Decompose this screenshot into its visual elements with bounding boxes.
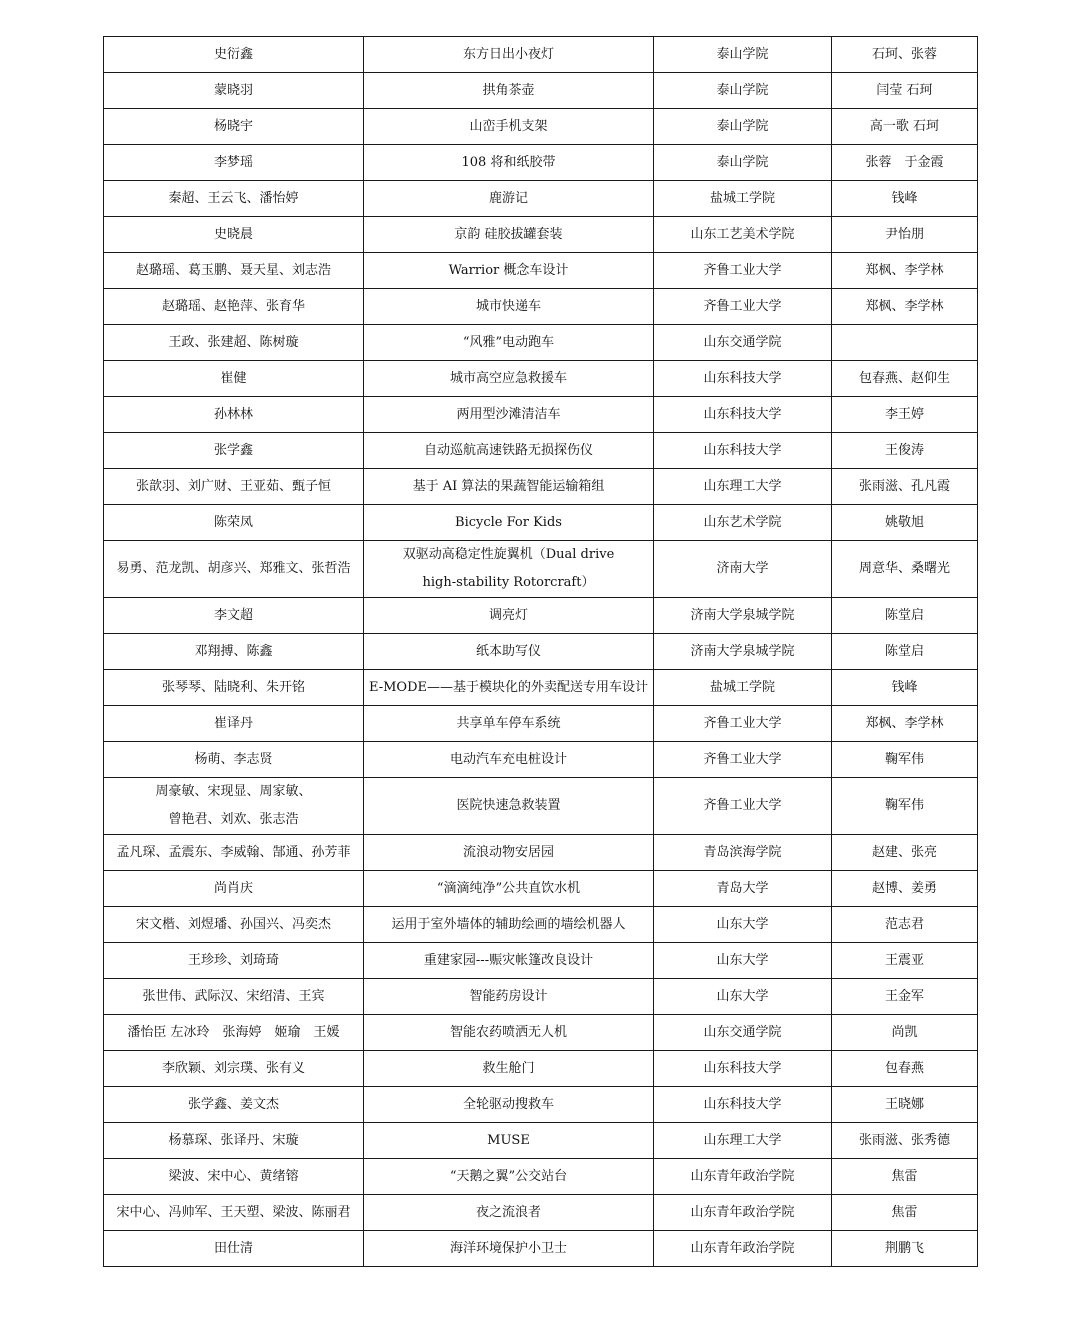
school-cell: 济南大学: [654, 541, 832, 598]
advisor-cell: 张雨滋、张秀德: [832, 1123, 978, 1159]
authors-cell: 赵璐瑶、葛玉鹏、聂天星、刘志浩: [104, 253, 364, 289]
authors-cell: 秦超、王云飞、潘怡婷: [104, 181, 364, 217]
school-cell: 盐城工学院: [654, 670, 832, 706]
award-table: [103, 36, 978, 1267]
table-row: [104, 289, 978, 325]
work-title-cell: 夜之流浪者: [364, 1195, 654, 1231]
work-title-cell: 自动巡航高速铁路无损探伤仪: [364, 433, 654, 469]
table-row: [104, 433, 978, 469]
school-cell: 山东青年政治学院: [654, 1195, 832, 1231]
school-cell: 山东交通学院: [654, 325, 832, 361]
table-row: [104, 37, 978, 73]
work-title-cell: Warrior 概念车设计: [364, 253, 654, 289]
table-row: [104, 145, 978, 181]
authors-cell: 史晓晨: [104, 217, 364, 253]
advisor-cell: 包春燕: [832, 1051, 978, 1087]
school-cell: 山东理工大学: [654, 1123, 832, 1159]
school-cell: 盐城工学院: [654, 181, 832, 217]
authors-cell: 李文超: [104, 598, 364, 634]
authors-cell: 田仕清: [104, 1231, 364, 1267]
advisor-cell: 范志君: [832, 907, 978, 943]
advisor-cell: 鞠军伟: [832, 778, 978, 835]
work-title-cell: 108 将和纸胶带: [364, 145, 654, 181]
table-row: [104, 907, 978, 943]
advisor-cell: 王震亚: [832, 943, 978, 979]
table-row: [104, 1123, 978, 1159]
work-title-cell: 城市快递车: [364, 289, 654, 325]
table-row: [104, 943, 978, 979]
table-row: [104, 670, 978, 706]
work-title-cell: Bicycle For Kids: [364, 505, 654, 541]
table-row: [104, 217, 978, 253]
authors-cell: 李欣颖、刘宗璞、张有义: [104, 1051, 364, 1087]
table-row: [104, 742, 978, 778]
authors-cell: 邓翔搏、陈鑫: [104, 634, 364, 670]
school-cell: 山东青年政治学院: [654, 1159, 832, 1195]
work-title-cell: 救生舱门: [364, 1051, 654, 1087]
work-title-cell: 流浪动物安居园: [364, 835, 654, 871]
advisor-cell: 李王婷: [832, 397, 978, 433]
table-row: [104, 361, 978, 397]
advisor-cell: 荆鹏飞: [832, 1231, 978, 1267]
advisor-cell: 闫莹 石珂: [832, 73, 978, 109]
school-cell: 山东工艺美术学院: [654, 217, 832, 253]
work-title-cell: 医院快速急救装置: [364, 778, 654, 835]
work-title-cell: 两用型沙滩清洁车: [364, 397, 654, 433]
school-cell: 山东科技大学: [654, 361, 832, 397]
table-row: [104, 73, 978, 109]
table-row: [104, 109, 978, 145]
work-title-cell: 海洋环境保护小卫士: [364, 1231, 654, 1267]
authors-cell: 宋文楷、刘煜璠、孙国兴、冯奕杰: [104, 907, 364, 943]
advisor-cell: 郑枫、李学林: [832, 289, 978, 325]
school-cell: 泰山学院: [654, 37, 832, 73]
work-title-cell: 东方日出小夜灯: [364, 37, 654, 73]
authors-cell: 蒙晓羽: [104, 73, 364, 109]
authors-cell: 宋中心、冯帅军、王天塑、梁波、陈丽君: [104, 1195, 364, 1231]
authors-cell: 张世伟、武际汉、宋绍清、王宾: [104, 979, 364, 1015]
advisor-cell: 鞠军伟: [832, 742, 978, 778]
advisor-cell: 包春燕、赵仰生: [832, 361, 978, 397]
work-title-cell: 城市高空应急救援车: [364, 361, 654, 397]
advisor-cell: 张雨滋、孔凡霞: [832, 469, 978, 505]
work-title-cell: “滴滴纯净”公共直饮水机: [364, 871, 654, 907]
work-title-cell: 基于 AI 算法的果蔬智能运输箱组: [364, 469, 654, 505]
advisor-cell: 王金军: [832, 979, 978, 1015]
school-cell: 山东科技大学: [654, 1087, 832, 1123]
school-cell: 山东科技大学: [654, 1051, 832, 1087]
work-title-line: 双驱动高稳定性旋翼机（Dual drive: [402, 547, 615, 562]
authors-cell: 杨晓宇: [104, 109, 364, 145]
school-cell: 齐鲁工业大学: [654, 289, 832, 325]
school-cell: 齐鲁工业大学: [654, 742, 832, 778]
table-row: [104, 835, 978, 871]
work-title-cell: 共享单车停车系统: [364, 706, 654, 742]
work-title-cell: 京韵 硅胶拔罐套装: [364, 217, 654, 253]
school-cell: 山东理工大学: [654, 469, 832, 505]
authors-cell: 张学鑫: [104, 433, 364, 469]
advisor-cell: 陈堂启: [832, 634, 978, 670]
school-cell: 齐鲁工业大学: [654, 706, 832, 742]
work-title-cell: 电动汽车充电桩设计: [364, 742, 654, 778]
school-cell: 青岛大学: [654, 871, 832, 907]
authors-cell: 孟凡琛、孟震东、李威翰、郜通、孙芳菲: [104, 835, 364, 871]
advisor-cell: 赵建、张亮: [832, 835, 978, 871]
advisor-cell: [832, 325, 978, 361]
work-title-cell: 纸本助写仪: [364, 634, 654, 670]
advisor-cell: 焦雷: [832, 1159, 978, 1195]
work-title-cell: 运用于室外墙体的辅助绘画的墙绘机器人: [364, 907, 654, 943]
authors-cell: 张学鑫、姜文杰: [104, 1087, 364, 1123]
award-list-page: [103, 36, 977, 1267]
authors-cell: 李梦瑶: [104, 145, 364, 181]
school-cell: 山东大学: [654, 979, 832, 1015]
table-row: [104, 871, 978, 907]
school-cell: 山东科技大学: [654, 433, 832, 469]
advisor-cell: 周意华、桑曙光: [832, 541, 978, 598]
advisor-cell: 郑枫、李学林: [832, 253, 978, 289]
table-row: [104, 1087, 978, 1123]
work-title-cell: 拱角茶壶: [364, 73, 654, 109]
authors-cell: 潘怡臣 左冰玲 张海婷 姬瑜 王媛: [104, 1015, 364, 1051]
school-cell: 山东青年政治学院: [654, 1231, 832, 1267]
work-title-cell: “天鹅之翼”公交站台: [364, 1159, 654, 1195]
advisor-cell: 王晓娜: [832, 1087, 978, 1123]
table-body: [104, 37, 978, 1267]
school-cell: 青岛滨海学院: [654, 835, 832, 871]
advisor-cell: 赵博、姜勇: [832, 871, 978, 907]
authors-cell: 崔健: [104, 361, 364, 397]
work-title-cell: [364, 541, 654, 598]
school-cell: 泰山学院: [654, 73, 832, 109]
authors-cell: 杨慕琛、张译丹、宋璇: [104, 1123, 364, 1159]
advisor-cell: 王俊涛: [832, 433, 978, 469]
authors-cell: [104, 778, 364, 835]
table-row: [104, 1051, 978, 1087]
advisor-cell: 高一歌 石珂: [832, 109, 978, 145]
school-cell: 山东科技大学: [654, 397, 832, 433]
work-title-cell: 全轮驱动搜救车: [364, 1087, 654, 1123]
school-cell: 济南大学泉城学院: [654, 634, 832, 670]
table-row: [104, 1159, 978, 1195]
school-cell: 齐鲁工业大学: [654, 253, 832, 289]
authors-cell: 孙林林: [104, 397, 364, 433]
table-row: [104, 1015, 978, 1051]
advisor-cell: 尹怡朋: [832, 217, 978, 253]
table-row: [104, 181, 978, 217]
table-row: [104, 778, 978, 835]
authors-cell: 陈荣凤: [104, 505, 364, 541]
table-row: [104, 1195, 978, 1231]
work-title-cell: E-MODE——基于模块化的外卖配送专用车设计: [364, 670, 654, 706]
advisor-cell: 尚凯: [832, 1015, 978, 1051]
school-cell: 山东大学: [654, 907, 832, 943]
authors-cell: 易勇、范龙凯、胡彦兴、郑雅文、张哲浩: [104, 541, 364, 598]
table-row: [104, 598, 978, 634]
authors-cell: 王珍珍、刘琦琦: [104, 943, 364, 979]
table-row: [104, 706, 978, 742]
advisor-cell: 钱峰: [832, 181, 978, 217]
table-row: [104, 397, 978, 433]
table-row: [104, 253, 978, 289]
school-cell: 齐鲁工业大学: [654, 778, 832, 835]
work-title-cell: 智能农药喷洒无人机: [364, 1015, 654, 1051]
school-cell: 山东艺术学院: [654, 505, 832, 541]
work-title-cell: 山峦手机支架: [364, 109, 654, 145]
table-row: [104, 979, 978, 1015]
advisor-cell: 石珂、张蓉: [832, 37, 978, 73]
table-row: [104, 505, 978, 541]
school-cell: 山东大学: [654, 943, 832, 979]
advisor-cell: 张蓉 于金霞: [832, 145, 978, 181]
work-title-cell: 智能药房设计: [364, 979, 654, 1015]
authors-cell: 杨萌、李志贤: [104, 742, 364, 778]
authors-line: 周豪敏、宋现显、周家敏、: [155, 784, 312, 799]
advisor-cell: 郑枫、李学林: [832, 706, 978, 742]
authors-cell: 崔译丹: [104, 706, 364, 742]
advisor-cell: 姚敬旭: [832, 505, 978, 541]
table-row: [104, 325, 978, 361]
advisor-cell: 钱峰: [832, 670, 978, 706]
work-title-cell: 鹿游记: [364, 181, 654, 217]
work-title-cell: “风雅”电动跑车: [364, 325, 654, 361]
authors-cell: 张歆羽、刘广财、王亚茹、甄子恒: [104, 469, 364, 505]
authors-cell: 王政、张建超、陈树璇: [104, 325, 364, 361]
authors-cell: 张琴琴、陆晓利、朱开铭: [104, 670, 364, 706]
advisor-cell: 焦雷: [832, 1195, 978, 1231]
authors-cell: 梁波、宋中心、黄绪镕: [104, 1159, 364, 1195]
table-row: [104, 1231, 978, 1267]
school-cell: 泰山学院: [654, 145, 832, 181]
advisor-cell: 陈堂启: [832, 598, 978, 634]
work-title-cell: 重建家园---赈灾帐篷改良设计: [364, 943, 654, 979]
work-title-cell: MUSE: [364, 1123, 654, 1159]
school-cell: 山东交通学院: [654, 1015, 832, 1051]
work-title-line: high-stability Rotorcraft）: [422, 575, 595, 590]
authors-cell: 赵璐瑶、赵艳萍、张育华: [104, 289, 364, 325]
school-cell: 泰山学院: [654, 109, 832, 145]
authors-line: 曾艳君、刘欢、张志浩: [168, 812, 299, 827]
authors-cell: 尚肖庆: [104, 871, 364, 907]
table-row: [104, 634, 978, 670]
table-row: [104, 469, 978, 505]
authors-cell: 史衍鑫: [104, 37, 364, 73]
table-row: [104, 541, 978, 598]
work-title-cell: 调亮灯: [364, 598, 654, 634]
school-cell: 济南大学泉城学院: [654, 598, 832, 634]
